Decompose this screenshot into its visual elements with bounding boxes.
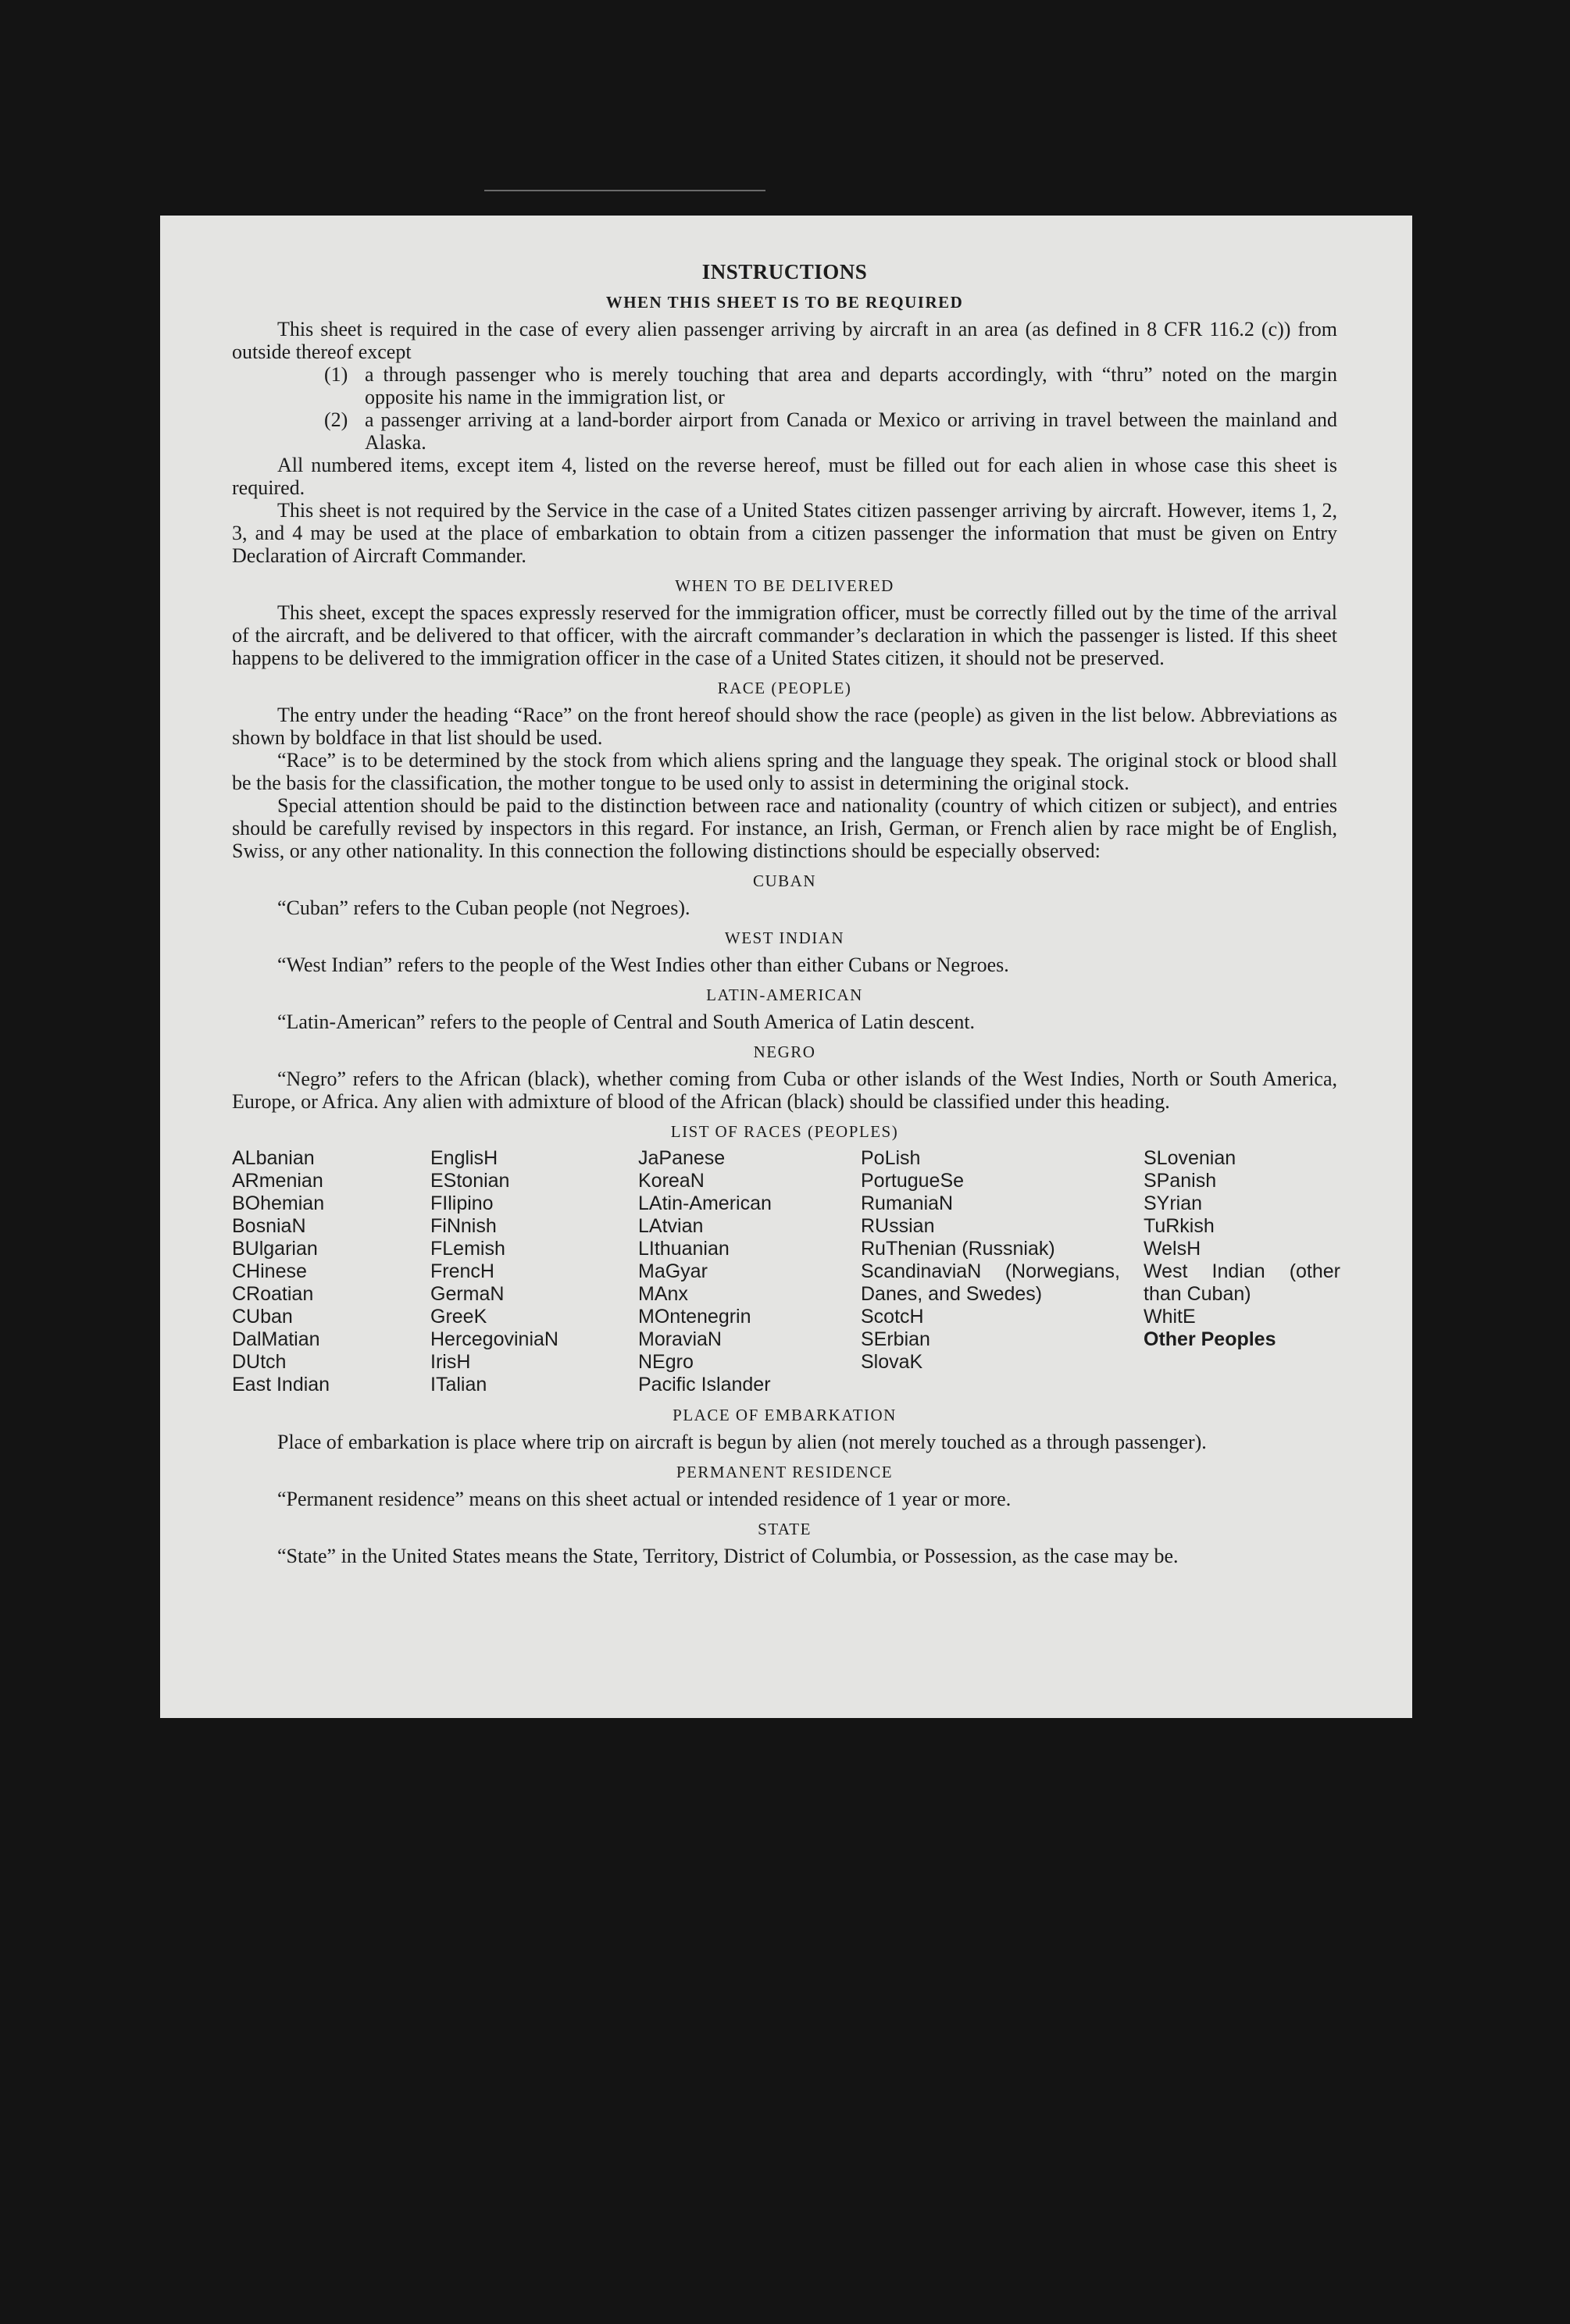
citizen-paragraph: This sheet is not required by the Service in the case of a United States citizen passenger arriving by aircraft. However, items 1, 2, 3, and 4 may be used at the place of embarkation to obtain from a citizen passenger the information that must be given on Entry Declaration of Aircraft Commander. — [232, 499, 1337, 567]
heading-residence: PERMANENT RESIDENCE — [676, 1463, 894, 1481]
heading-when-required: WHEN THIS SHEET IS TO BE REQUIRED — [605, 293, 964, 312]
race-entry: LAtin-American — [638, 1192, 772, 1214]
race-group — [861, 1147, 1144, 1260]
exception-item-2 — [324, 408, 1337, 454]
race-entry: LIthuanian — [638, 1238, 730, 1260]
race-entry: GreeK — [430, 1306, 487, 1328]
race-column-2 — [430, 1147, 638, 1396]
race-entry: ALbanian — [232, 1147, 315, 1169]
race-entry: FiNnish — [430, 1215, 497, 1237]
race-entry: RumaniaN — [861, 1192, 954, 1214]
heading-latin-american: LATIN-AMERICAN — [706, 986, 863, 1004]
race-entry: MoraviaN — [638, 1328, 722, 1350]
page-title: INSTRUCTIONS — [701, 260, 868, 283]
race-entry: RUssian — [861, 1215, 935, 1237]
race-column-3 — [638, 1147, 861, 1396]
heading-state: STATE — [758, 1520, 812, 1538]
race-group — [861, 1306, 1144, 1374]
heading-negro: NEGRO — [753, 1043, 816, 1061]
exception-number: (1) — [324, 363, 348, 386]
heading-list-of-races: LIST OF RACES (PEOPLES) — [670, 1122, 899, 1141]
race-entry: CUban — [232, 1306, 293, 1328]
race-paragraph-1: The entry under the heading “Race” on the front hereof should show the race (people) as given in the list below. Abbreviations as shown by boldface in that list should be used. — [232, 704, 1337, 749]
exception-text: a through passenger who is merely touching that area and departs accordingly, with “thru” noted on the margin opposite his name in the immigration list, or — [365, 363, 1337, 408]
race-entry: JaPanese — [638, 1147, 726, 1169]
race-entry: TuRkish — [1144, 1215, 1215, 1237]
race-entry: MOntenegrin — [638, 1306, 751, 1328]
scan-artifact-line — [484, 190, 765, 191]
race-entry: SYrian — [1144, 1192, 1203, 1214]
race-list — [232, 1147, 1340, 1396]
race-entry: SLovenian — [1144, 1147, 1236, 1169]
race-entry-west-indian: West Indian (other than Cuban) — [1144, 1260, 1340, 1305]
heading-when-delivered: WHEN TO BE DELIVERED — [675, 576, 894, 595]
negro-text: “Negro” refers to the African (black), whether coming from Cuba or other islands of the West Indies, North or South America, Europe, or Africa. Any alien with admixture of blood of the African (black) should be classified under this heading. — [232, 1068, 1337, 1113]
race-group — [1144, 1147, 1340, 1260]
embarkation-text: Place of embarkation is place where trip on aircraft is begun by alien (not merely touched as a through passenger). — [277, 1431, 1207, 1453]
race-entry: DalMatian — [232, 1328, 320, 1350]
race-entry: MAnx — [638, 1283, 688, 1305]
race-entry: EnglisH — [430, 1147, 498, 1169]
race-entry: GermaN — [430, 1283, 505, 1305]
heading-west-indian: WEST INDIAN — [724, 929, 845, 947]
cuban-text: “Cuban” refers to the Cuban people (not Negroes). — [277, 896, 690, 919]
race-entry: FIlipino — [430, 1192, 494, 1214]
race-entry: CRoatian — [232, 1283, 314, 1305]
race-entry: DUtch — [232, 1351, 287, 1373]
race-entry: RuThenian (Russniak) — [861, 1238, 1055, 1260]
race-entry: LAtvian — [638, 1215, 704, 1237]
race-entry: BOhemian — [232, 1192, 325, 1214]
race-column-5 — [1144, 1147, 1340, 1396]
heading-embarkation: PLACE OF EMBARKATION — [673, 1406, 897, 1424]
race-entry: BUlgarian — [232, 1238, 318, 1260]
race-entry: Pacific Islander — [638, 1374, 771, 1395]
race-entry: PortugueSe — [861, 1170, 965, 1192]
heading-race: RACE (PEOPLE) — [717, 679, 852, 697]
latin-american-text: “Latin-American” refers to the people of Central and South America of Latin descent. — [277, 1011, 976, 1033]
instruction-sheet — [160, 216, 1412, 1718]
race-paragraph-2: “Race” is to be determined by the stock from which aliens spring and the language they speak. The original stock or blood shall be the basis for the classification, the mother tongue to be used only to assist in determining the original stock. — [232, 749, 1337, 794]
race-entry: FLemish — [430, 1238, 505, 1260]
state-text: “State” in the United States means the State, Territory, District of Columbia, or Possession, as the case may be. — [277, 1545, 1179, 1567]
race-entry: KoreaN — [638, 1170, 705, 1192]
race-entry: ScotcH — [861, 1306, 924, 1328]
heading-cuban: CUBAN — [752, 872, 816, 890]
race-column-4 — [861, 1147, 1144, 1396]
race-column-1 — [232, 1147, 430, 1396]
numbered-items-paragraph: All numbered items, except item 4, listed on the reverse hereof, must be filled out for each alien in whose case this sheet is required. — [232, 454, 1337, 499]
exception-item-1 — [324, 363, 1337, 408]
race-entry: BosniaN — [232, 1215, 306, 1237]
race-entry: East Indian — [232, 1374, 330, 1395]
when-delivered-text: This sheet, except the spaces expressly reserved for the immigration officer, must be correctly filled out by the time of the arrival of the aircraft, and be delivered to that officer, with the aircraft commander’s declaration in which the passenger is listed. If this sheet happens to be delivered to the immigration officer in the case of a United States citizen, it should not be preserved. — [232, 601, 1337, 669]
race-entry: FrencH — [430, 1260, 494, 1282]
race-entry: MaGyar — [638, 1260, 708, 1282]
race-entry-white: WhitE — [1144, 1306, 1196, 1328]
race-entry: IrisH — [430, 1351, 471, 1373]
race-entry-other: Other Peoples — [1144, 1328, 1276, 1350]
race-entry: SlovaK — [861, 1351, 923, 1373]
race-entry: WelsH — [1144, 1238, 1201, 1260]
race-entry: SErbian — [861, 1328, 930, 1350]
race-entry: EStonian — [430, 1170, 510, 1192]
race-entry: HercegoviniaN — [430, 1328, 558, 1350]
race-entry: NEgro — [638, 1351, 694, 1373]
exception-text: a passenger arriving at a land-border airport from Canada or Mexico or arriving in travel between the mainland and Alaska. — [365, 408, 1337, 454]
exception-number: (2) — [324, 408, 348, 431]
race-entry: SPanish — [1144, 1170, 1217, 1192]
west-indian-text: “West Indian” refers to the people of the West Indies other than either Cubans or Negroes. — [277, 953, 1009, 976]
residence-text: “Permanent residence” means on this sheet actual or intended residence of 1 year or more. — [277, 1488, 1012, 1510]
race-entry: PoLish — [861, 1147, 921, 1169]
when-required-intro: This sheet is required in the case of every alien passenger arriving by aircraft in an area (as defined in 8 CFR 116.2 (c)) from outside thereof except — [232, 318, 1337, 363]
race-entry: ARmenian — [232, 1170, 323, 1192]
race-paragraph-3: Special attention should be paid to the distinction between race and nationality (country of which citizen or subject), and entries should be carefully revised by inspectors in this regard. For instance, an Irish, German, or French alien by race might be of English, Swiss, or any other nationality. In this connection the following distinctions should be especially observed: — [232, 794, 1337, 862]
race-entry: CHinese — [232, 1260, 307, 1282]
race-entry: ITalian — [430, 1374, 487, 1395]
race-entry-scandinavian: ScandinaviaN (Norwegians, Danes, and Swedes) — [861, 1260, 1120, 1305]
